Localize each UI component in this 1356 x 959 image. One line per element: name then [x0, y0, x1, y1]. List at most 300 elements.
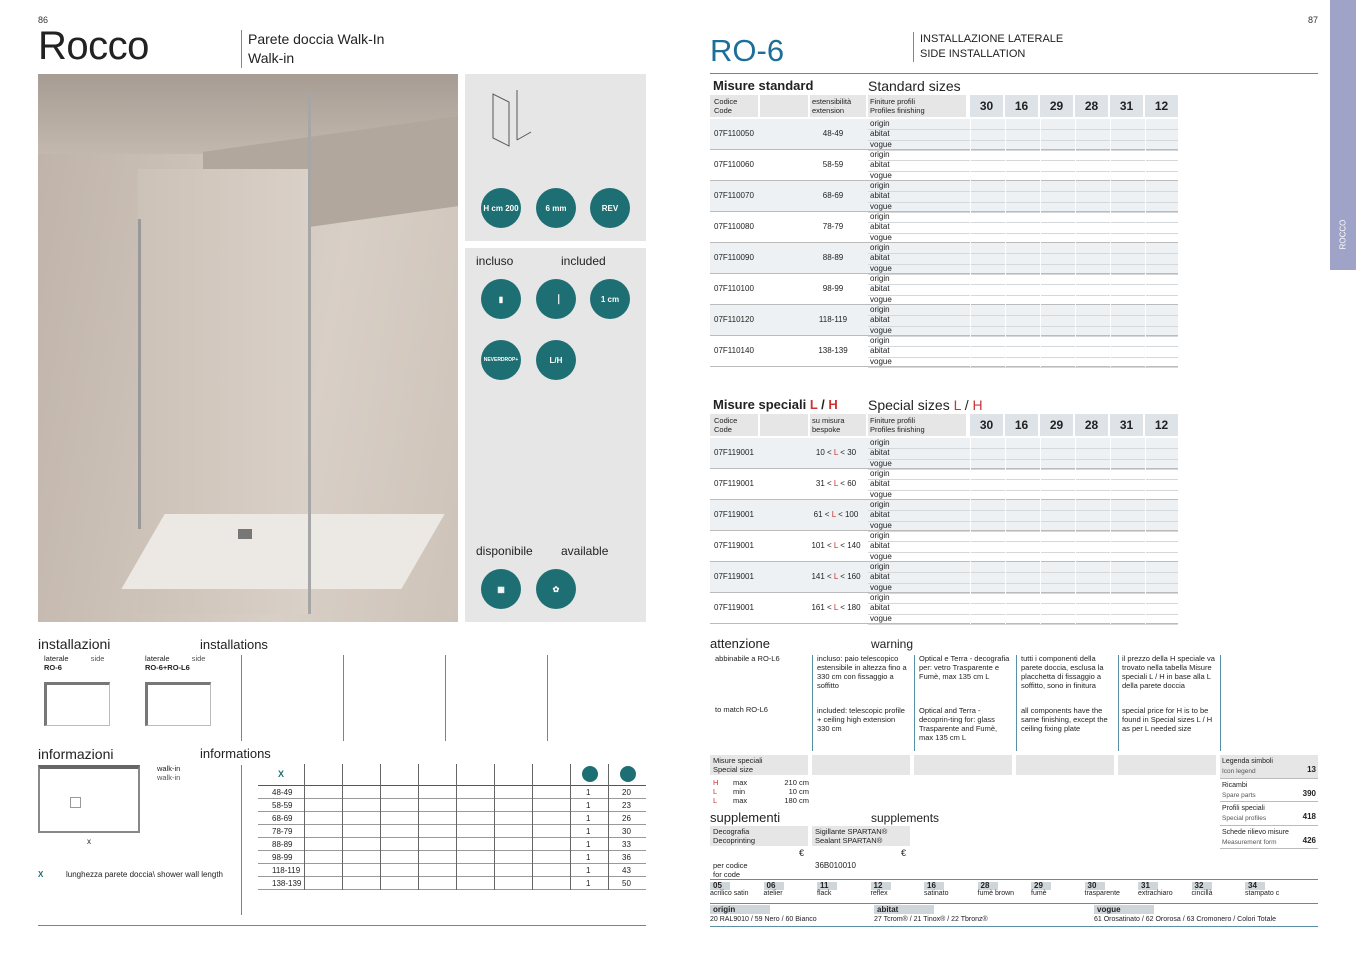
col-sep [1145, 336, 1146, 367]
glass-rule [710, 879, 1318, 880]
info-col-sep [342, 764, 343, 890]
col-sep [1075, 336, 1076, 367]
sp-bes-header: su misura bespoke [810, 414, 866, 436]
info-table-header [258, 764, 646, 786]
info-weight: 33 [622, 840, 631, 849]
row-code: 07F110070 [714, 191, 754, 200]
col-sep [970, 305, 971, 336]
col-sep [1075, 593, 1076, 624]
info-col-sep [456, 764, 457, 890]
finish-name: abitat [870, 603, 890, 613]
col-sep [1040, 469, 1041, 500]
col-sep [1005, 305, 1006, 336]
legend-it: Schede rilievo misure [1222, 828, 1289, 836]
finish-name: abitat [870, 160, 890, 170]
bespoke-max: < 60 [838, 479, 857, 488]
bespoke-l: L [833, 603, 839, 612]
info-col-sep [570, 764, 571, 890]
drain [238, 529, 252, 539]
table-row [710, 305, 1178, 336]
glass-name: reflex [870, 890, 888, 897]
deco-euro: € [799, 848, 805, 858]
glass-code: 30 [1085, 882, 1105, 890]
included-it: incluso [476, 254, 514, 268]
legend-ref [1220, 779, 1318, 803]
table-row [710, 336, 1178, 367]
legend-it: Legenda simboli [1222, 758, 1273, 765]
finish-name: vogue [870, 294, 892, 304]
special-title-en: Special sizes L / H [868, 397, 983, 413]
finish-line [868, 357, 1178, 358]
col-sep [1110, 593, 1111, 624]
col-sep [1005, 181, 1006, 212]
col-sep [970, 500, 971, 531]
row-code: 07F110100 [714, 284, 754, 293]
bespoke-max: < 140 [838, 541, 861, 550]
warning-col-4: tutti i componenti della parete doccia, esclusa la placchetta di fissaggio a soffitto, sono in finitura all components have the same finishing, except the ceiling fixing plate [1021, 654, 1108, 733]
finish-line [868, 490, 1178, 491]
color-col-header: 31 [1110, 95, 1143, 117]
divider [241, 765, 242, 915]
warning-col-2: incluso: paio telescopico estensibile in altezza fino a 330 cm con fissaggio a soffitto included: telescopic profile + ceiling high extension 330 cm [817, 654, 907, 733]
divider [547, 655, 548, 741]
divider [1016, 655, 1017, 751]
table-row [710, 119, 1178, 150]
table-row [710, 562, 1178, 593]
row-code: 07F119001 [714, 541, 754, 550]
glass-name: atelier [763, 890, 783, 897]
row-extension: 88-89 [822, 253, 844, 262]
color-col-header: 30 [970, 414, 1003, 436]
glass-name: stampato c [1245, 890, 1280, 897]
glass-code: 28 [978, 882, 998, 890]
col-sep [1110, 500, 1111, 531]
col-sep [1005, 531, 1006, 562]
col-sep [1110, 336, 1111, 367]
row-extension: 98-99 [822, 284, 844, 293]
col-sep [1075, 438, 1076, 469]
info-row [258, 838, 646, 851]
bottom-rule-right [710, 926, 1318, 927]
gray-cell [1118, 755, 1216, 775]
profile-count-icon [582, 766, 598, 782]
model-sub-it: INSTALLAZIONE LATERALE [920, 33, 1064, 45]
col-sep [970, 181, 971, 212]
standard-header [710, 95, 1178, 117]
col-sep [1075, 181, 1076, 212]
divider [241, 655, 242, 741]
warning-title-it: attenzione [710, 636, 770, 651]
std-blank-header [760, 95, 808, 117]
col-sep [1005, 336, 1006, 367]
finish-line [868, 233, 1178, 234]
walkin-label: walk-in walk-in [157, 764, 181, 782]
row-bespoke [806, 510, 866, 519]
finish-line [868, 614, 1178, 615]
warning-title-en: warning [871, 637, 914, 651]
color-col-header: 12 [1145, 414, 1178, 436]
finish-line [868, 572, 1178, 573]
bespoke-max: < 30 [838, 448, 857, 457]
info-count: 1 [586, 788, 591, 797]
info-x-header: X [278, 769, 285, 779]
left-page-number: 86 [38, 15, 49, 25]
col-sep [1040, 119, 1041, 150]
col-sep [1040, 274, 1041, 305]
row-code: 07F119001 [714, 603, 754, 612]
finish-line [868, 140, 1178, 141]
col-sep [1145, 305, 1146, 336]
col-sep [970, 119, 971, 150]
available-en: available [561, 544, 609, 558]
finish-name: abitat [870, 479, 890, 489]
finish-name: abitat [870, 129, 890, 139]
finish-name: vogue [870, 201, 892, 211]
std-code-header: Codice Code [710, 95, 758, 117]
info-count: 1 [586, 827, 591, 836]
weight-icon [620, 766, 636, 782]
glass-code: 05 [710, 882, 730, 890]
finish-name: abitat [870, 541, 890, 551]
finish-line [868, 284, 1178, 285]
finish-line [868, 160, 1178, 161]
finish-name: origin [870, 562, 890, 571]
row-code: 07F110050 [714, 129, 754, 138]
finish-name: origin [870, 274, 890, 283]
info-col-sep [380, 764, 381, 890]
info-weight: 36 [622, 853, 631, 862]
finish-name: vogue [870, 489, 892, 499]
divider [445, 655, 446, 741]
finish-line [868, 326, 1178, 327]
installations-title-en: installations [200, 637, 268, 652]
finish-name: vogue [870, 170, 892, 180]
bespoke-l: L [833, 572, 839, 581]
install-2-diagram [145, 682, 211, 726]
col-sep [970, 150, 971, 181]
col-sep [1110, 119, 1111, 150]
col-sep [1145, 243, 1146, 274]
product-photo [38, 74, 458, 622]
row-bespoke [806, 448, 866, 457]
info-count: 1 [586, 814, 591, 823]
row-code: 07F110120 [714, 315, 754, 324]
legend-ref-label [1222, 803, 1266, 823]
col-sep [1110, 531, 1111, 562]
standard-title-en: Standard sizes [868, 78, 961, 94]
col-sep [1075, 150, 1076, 181]
glass-code: 34 [1245, 882, 1265, 890]
row-code: 07F110060 [714, 160, 754, 169]
row-extension: 48-49 [822, 129, 844, 138]
finish-line [868, 202, 1178, 203]
row-code: 07F119001 [714, 510, 754, 519]
finish-abitat-label: abitat [874, 905, 934, 914]
col-sep [1145, 500, 1146, 531]
finish-name: vogue [870, 520, 892, 530]
row-extension: 118-119 [818, 315, 848, 324]
row-extension: 68-69 [822, 191, 844, 200]
side-tab-label: ROCCO [1338, 219, 1348, 250]
finish-line [868, 541, 1178, 542]
info-size: 138-139 [272, 879, 302, 888]
glass-name: fumè [1031, 890, 1047, 897]
glass-code: 32 [1192, 882, 1212, 890]
finish-name: vogue [870, 139, 892, 149]
info-col-sep [304, 764, 305, 890]
col-sep [1145, 119, 1146, 150]
finish-name: vogue [870, 356, 892, 366]
legend-it: Profili speciali [1222, 805, 1265, 812]
product-title: Rocco [38, 24, 149, 68]
finish-name: origin [870, 212, 890, 221]
row-extension: 78-79 [822, 222, 844, 231]
supplements-title-en: supplements [871, 811, 940, 825]
glass-code: 29 [1031, 882, 1051, 890]
col-sep [970, 438, 971, 469]
finish-name: abitat [870, 191, 890, 201]
finish-name: origin [870, 438, 890, 447]
col-sep [1005, 469, 1006, 500]
x-dimension: x [87, 837, 91, 846]
legend-ref [1220, 755, 1318, 779]
ceiling-profile-icon: ▕ [536, 279, 576, 319]
row-extension: 138-139 [818, 346, 848, 355]
model-sub-en: SIDE INSTALLATION [920, 48, 1026, 60]
legend-page: 390 [1302, 788, 1316, 798]
legend-en: Spare parts [1222, 791, 1256, 799]
info-row [258, 851, 646, 864]
col-sep [1005, 593, 1006, 624]
finish-name: origin [870, 500, 890, 509]
info-weight: 23 [622, 801, 631, 810]
warning-col-1: abbinabile a RO-L6 to match RO-L6 [715, 654, 780, 714]
divider [1118, 655, 1119, 751]
col-sep [1110, 181, 1111, 212]
row-bespoke [806, 572, 866, 581]
glass-name: acrilico satin [710, 890, 749, 897]
finish-name: abitat [870, 448, 890, 458]
info-col-sep [608, 764, 609, 890]
finish-name: abitat [870, 222, 890, 232]
finish-name: abitat [870, 253, 890, 263]
color-col-header: 29 [1040, 414, 1073, 436]
col-sep [1005, 438, 1006, 469]
bespoke-min: 61 < [813, 510, 832, 519]
sealant-code: 36B010010 [815, 861, 856, 870]
finish-line [868, 552, 1178, 553]
finish-name: abitat [870, 315, 890, 325]
finish-name: vogue [870, 551, 892, 561]
info-row [258, 799, 646, 812]
legend-en: Special profiles [1222, 815, 1267, 822]
finish-vogue-label: vogue [1094, 905, 1154, 914]
finish-origin-text: 20 RAL9010 / 59 Nero / 60 Bianco [710, 916, 817, 923]
col-sep [970, 469, 971, 500]
finish-line [868, 521, 1178, 522]
model-title: RO-6 [710, 33, 785, 68]
finish-line [868, 222, 1178, 223]
legend-en: Measurement form [1222, 838, 1277, 846]
legend-ref-label [1222, 756, 1273, 776]
finish-name: abitat [870, 510, 890, 520]
table-row [710, 438, 1178, 469]
bespoke-l: L [833, 479, 839, 488]
extension-icon: 1 cm [590, 279, 630, 319]
legend-en: Icon legend [1222, 768, 1256, 775]
finish-vogue-text: 61 Orosatinato / 62 Ororosa / 63 Cromonero / Colori Totale [1094, 916, 1276, 923]
row-code: 07F119001 [714, 572, 754, 581]
col-sep [1040, 593, 1041, 624]
col-sep [1005, 243, 1006, 274]
color-col-header: 29 [1040, 95, 1073, 117]
finish-legend [710, 905, 1318, 925]
row-code: 07F110090 [714, 253, 754, 262]
install-1-diagram [44, 682, 110, 726]
info-weight: 26 [622, 814, 631, 823]
col-sep [1145, 469, 1146, 500]
row-bespoke [806, 603, 866, 612]
finish-line [868, 315, 1178, 316]
specsize-table: H max 210 cm L min 10 cm L max 180 cm [713, 778, 809, 805]
glass-profile [308, 92, 311, 614]
info-col-sep [494, 764, 495, 890]
col-sep [970, 593, 971, 624]
col-sep [1110, 305, 1111, 336]
glass-name: fumè brown [977, 890, 1015, 897]
bespoke-min: 10 < [815, 448, 834, 457]
col-sep [1075, 500, 1076, 531]
glass-name: extrachiaro [1138, 890, 1173, 897]
info-size: 88-89 [272, 840, 293, 849]
sp-blank-header [760, 414, 808, 436]
finish-name: origin [870, 593, 890, 602]
color-col-header: 28 [1075, 95, 1108, 117]
legend-page: 418 [1302, 812, 1316, 821]
info-row [258, 812, 646, 825]
model-subtitle [913, 32, 1063, 62]
row-code: 07F119001 [714, 448, 754, 457]
info-col-sep [418, 764, 419, 890]
col-sep [1005, 212, 1006, 243]
info-count: 1 [586, 840, 591, 849]
col-sep [970, 336, 971, 367]
decorprint-icon: ▦ [481, 569, 521, 609]
finish-name: origin [870, 243, 890, 252]
info-table [258, 764, 646, 890]
table-row [710, 274, 1178, 305]
table-row [710, 469, 1178, 500]
finish-line [868, 253, 1178, 254]
table-row [710, 243, 1178, 274]
col-sep [1110, 469, 1111, 500]
finish-name: abitat [870, 572, 890, 582]
glass-name: satinato [924, 890, 949, 897]
row-code: 07F110080 [714, 222, 754, 231]
legend-it: Ricambi [1222, 781, 1248, 789]
col-sep [1075, 305, 1076, 336]
finish-name: origin [870, 181, 890, 190]
legend-page: 426 [1302, 835, 1316, 845]
glass-code: 12 [871, 882, 891, 890]
col-sep [1075, 531, 1076, 562]
finish-line [868, 624, 1178, 625]
included-en: included [561, 254, 606, 268]
finish-name: vogue [870, 613, 892, 623]
info-row [258, 825, 646, 838]
glass-thickness-icon: 6 mm [536, 188, 576, 228]
col-sep [1040, 500, 1041, 531]
col-sep [1075, 562, 1076, 593]
bespoke-max: < 180 [838, 603, 861, 612]
row-code: 07F119001 [714, 479, 754, 488]
legend-ref-label [1222, 780, 1256, 800]
color-col-header: 16 [1005, 95, 1038, 117]
finish-line [868, 459, 1178, 460]
col-sep [1040, 243, 1041, 274]
bespoke-max: < 160 [838, 572, 861, 581]
table-row [710, 500, 1178, 531]
glass-code: 16 [924, 882, 944, 890]
divider [343, 655, 344, 741]
col-sep [1005, 562, 1006, 593]
info-size: 58-59 [272, 801, 293, 810]
col-sep [1040, 531, 1041, 562]
finish-name: vogue [870, 458, 892, 468]
info-count: 1 [586, 866, 591, 875]
col-sep [1040, 305, 1041, 336]
row-extension: 58-59 [822, 160, 844, 169]
col-sep [1145, 531, 1146, 562]
standard-rows [710, 119, 1178, 367]
shower-tray [121, 514, 444, 589]
col-sep [1075, 274, 1076, 305]
finish-name: vogue [870, 582, 892, 592]
info-rows [258, 786, 646, 890]
finish-line [868, 346, 1178, 347]
col-sep [1075, 469, 1076, 500]
info-col-sep [532, 764, 533, 890]
specsize-label: Misure speciali Special size [710, 755, 808, 775]
col-sep [1005, 150, 1006, 181]
col-sep [1145, 212, 1146, 243]
std-fin-header: Finiture profili Profiles finishing [868, 95, 966, 117]
info-weight: 50 [622, 879, 631, 888]
finish-name: vogue [870, 263, 892, 273]
color-col-header: 12 [1145, 95, 1178, 117]
col-sep [1145, 438, 1146, 469]
sp-code-header: Codice Code [710, 414, 758, 436]
table-row [710, 150, 1178, 181]
info-count: 1 [586, 879, 591, 888]
sealant-label: Sigillante SPARTAN® Sealant SPARTAN® [812, 826, 910, 846]
walkin-diagram [38, 765, 140, 833]
gray-cell [914, 755, 1012, 775]
bespoke-l: L [833, 448, 839, 457]
col-sep [1040, 181, 1041, 212]
glass-legend [710, 882, 1318, 900]
table-row [710, 531, 1178, 562]
info-row [258, 877, 646, 890]
legend-ref [1220, 826, 1318, 850]
finish-line [868, 295, 1178, 296]
finish-origin-label: origin [710, 905, 770, 914]
col-sep [1005, 274, 1006, 305]
bespoke-l: L [833, 541, 839, 550]
install-2-label: laterale side RO-6+RO-L6 [145, 654, 206, 672]
info-size: 48-49 [272, 788, 293, 797]
row-bespoke [806, 541, 866, 550]
